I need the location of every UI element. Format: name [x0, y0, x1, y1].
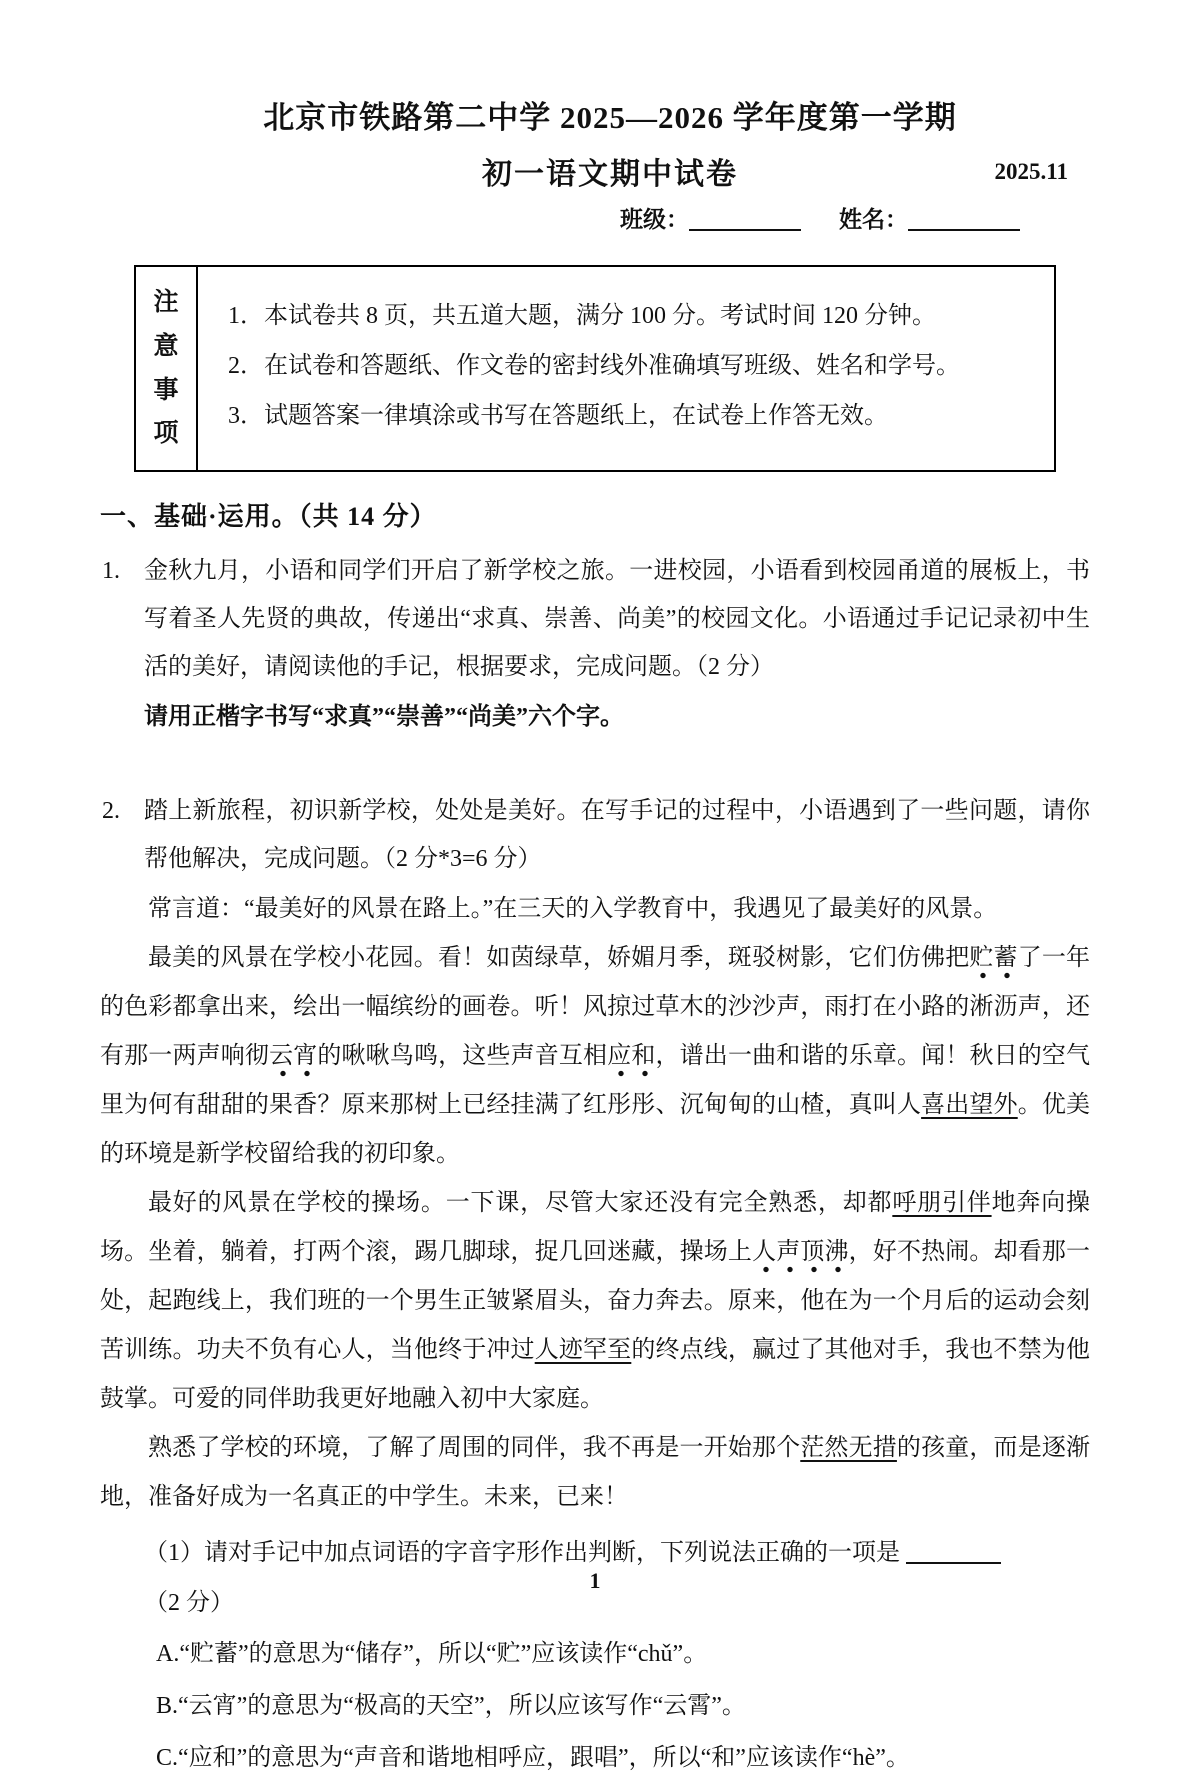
- passage-text: 最美的风景在学校小花园。看！如茵绿草，娇媚月季，斑驳树影，它们仿佛把: [148, 945, 970, 971]
- question-1-calligraphy-instruction: 请用正楷字书写“求真”“崇善”“尚美”六个字。: [144, 704, 624, 730]
- notice-label: 注意事项: [153, 289, 179, 448]
- passage-text: 的啾啾鸟鸣，这些声音互相: [317, 1043, 608, 1069]
- option-c: C.“应和”的意思为“声音和谐地相呼应，跟唱”，所以“和”应该读作“hè”。: [156, 1745, 910, 1771]
- passage-text: 地奔向操场。坐着，躺着，打两个滚，踢几脚球，捉几回迷藏，操场上: [100, 1190, 1091, 1265]
- passage-paragraph: [100, 1424, 1090, 1522]
- notice-label-cell: [136, 267, 198, 470]
- passage-text: 最好的风景在学校的操场。一下课，尽管大家还没有完全熟悉，却都: [148, 1190, 893, 1216]
- page-number: 1: [589, 1568, 601, 1593]
- emphasized-word: 应和: [607, 1043, 655, 1078]
- emphasized-word: 人声顶沸: [752, 1239, 849, 1274]
- school-period-title: 北京市铁路第二中学 2025—2026 学年度第一学期: [263, 100, 957, 135]
- notice-item: 2．在试卷和答题纸、作文卷的密封线外准确填写班级、姓名和学号。: [228, 353, 960, 379]
- notice-item: 1．本试卷共 8 页，共五道大题，满分 100 分。考试时间 120 分钟。: [228, 303, 936, 329]
- question-1-number: 1.: [102, 558, 120, 584]
- notice-box: [134, 265, 1056, 472]
- passage-text: 常言道：“最美好的风景在路上。”在三天的入学教育中，我遇见了最美好的风景。: [148, 896, 998, 922]
- question-1-body: [100, 547, 1090, 741]
- passage-text: ，好不热闹。却看那一处，起跑线上，我们班的一个男生正皱紧眉头，奋力奔去。原来，他在为一个月后的运动会刻苦训练。功夫不负有心人，当他终于冲过: [100, 1239, 1091, 1363]
- emphasized-word: 人迹罕至: [534, 1337, 632, 1363]
- name-blank[interactable]: [908, 207, 1020, 231]
- passage-text: ，谱出一曲和谐的乐章。闻！秋日的空气里为何有甜甜的果香？原来那树上已经挂满了红彤彤、沉甸甸的山楂，真叫人: [100, 1043, 1091, 1118]
- emphasized-word: 贮蓄: [969, 945, 1017, 980]
- option-b: B.“云宵”的意思为“极高的天空”，所以应该写作“云霄”。: [156, 1693, 746, 1719]
- emphasized-word: 云宵: [269, 1043, 317, 1078]
- notice-items: [198, 267, 1054, 470]
- section-one-heading: 一、基础·运用。（共 14 分）: [100, 502, 437, 531]
- student-journal-passage: [100, 885, 1091, 1522]
- question-2-text: 踏上新旅程，初识新学校，处处是美好。在写手记的过程中，小语遇到了一些问题，请你帮他解决，完成问题。（2 分*3=6 分）: [144, 798, 1090, 872]
- answer-blank[interactable]: [906, 1540, 1001, 1564]
- class-label: 班级：: [620, 207, 689, 232]
- question-1-text: 金秋九月，小语和同学们开启了新学校之旅。一进校园，小语看到校园甬道的展板上，书写着圣人先贤的典故，传递出“求真、崇善、尚美”的校园文化。小语通过手记记录初中生活的美好，请阅读他的手记，根据要求，完成问题。（2 分）: [144, 558, 1090, 680]
- student-info-row: [620, 201, 1090, 243]
- passage-paragraph: [100, 934, 1090, 1179]
- emphasized-word: 喜出望外: [921, 1092, 1018, 1118]
- question-2: [100, 787, 1090, 1784]
- option-a: A.“贮蓄”的意思为“储存”，所以“贮”应该读作“chǔ”。: [156, 1641, 708, 1667]
- exam-date: 2025.11: [994, 159, 1068, 184]
- passage-text: 。优美的环境是新学校留给我的初印象。: [100, 1092, 1091, 1167]
- question-2-sub1-text: （1）请对手记中加点词语的字音字形作出判断，下列说法正确的一项是: [144, 1540, 900, 1566]
- question-2-body: [100, 787, 1090, 1784]
- emphasized-word: 茫然无措: [800, 1435, 897, 1461]
- exam-title: 初一语文期中试卷: [482, 158, 738, 191]
- question-2-sub1-options: [156, 1628, 1090, 1784]
- notice-item: 3．试题答案一律填涂或书写在答题纸上，在试卷上作答无效。: [228, 403, 888, 429]
- question-1: [100, 547, 1090, 741]
- exam-title-row: [100, 149, 1090, 195]
- class-blank[interactable]: [689, 207, 801, 231]
- question-2-sub1-score: （2 分）: [144, 1590, 234, 1616]
- passage-paragraph: [100, 1179, 1090, 1424]
- name-label: 姓名：: [839, 207, 908, 232]
- passage-text: 的孩童，而是逐渐地，准备好成为一名真正的中学生。未来，已来！: [100, 1435, 1091, 1510]
- passage-text: 了一年的色彩都拿出来，绘出一幅缤纷的画卷。听！风掠过草木的沙沙声，雨打在小路的淅沥声，还有那一两声响彻: [100, 945, 1091, 1069]
- emphasized-word: 呼朋引伴: [892, 1190, 992, 1216]
- passage-text: 的终点线，赢过了其他对手，我也不禁为他鼓掌。可爱的同伴助我更好地融入初中大家庭。: [100, 1337, 1091, 1412]
- passage-paragraph: [100, 885, 1090, 934]
- question-2-number: 2.: [102, 798, 120, 824]
- passage-text: 熟悉了学校的环境，了解了周围的同伴，我不再是一开始那个: [148, 1435, 801, 1461]
